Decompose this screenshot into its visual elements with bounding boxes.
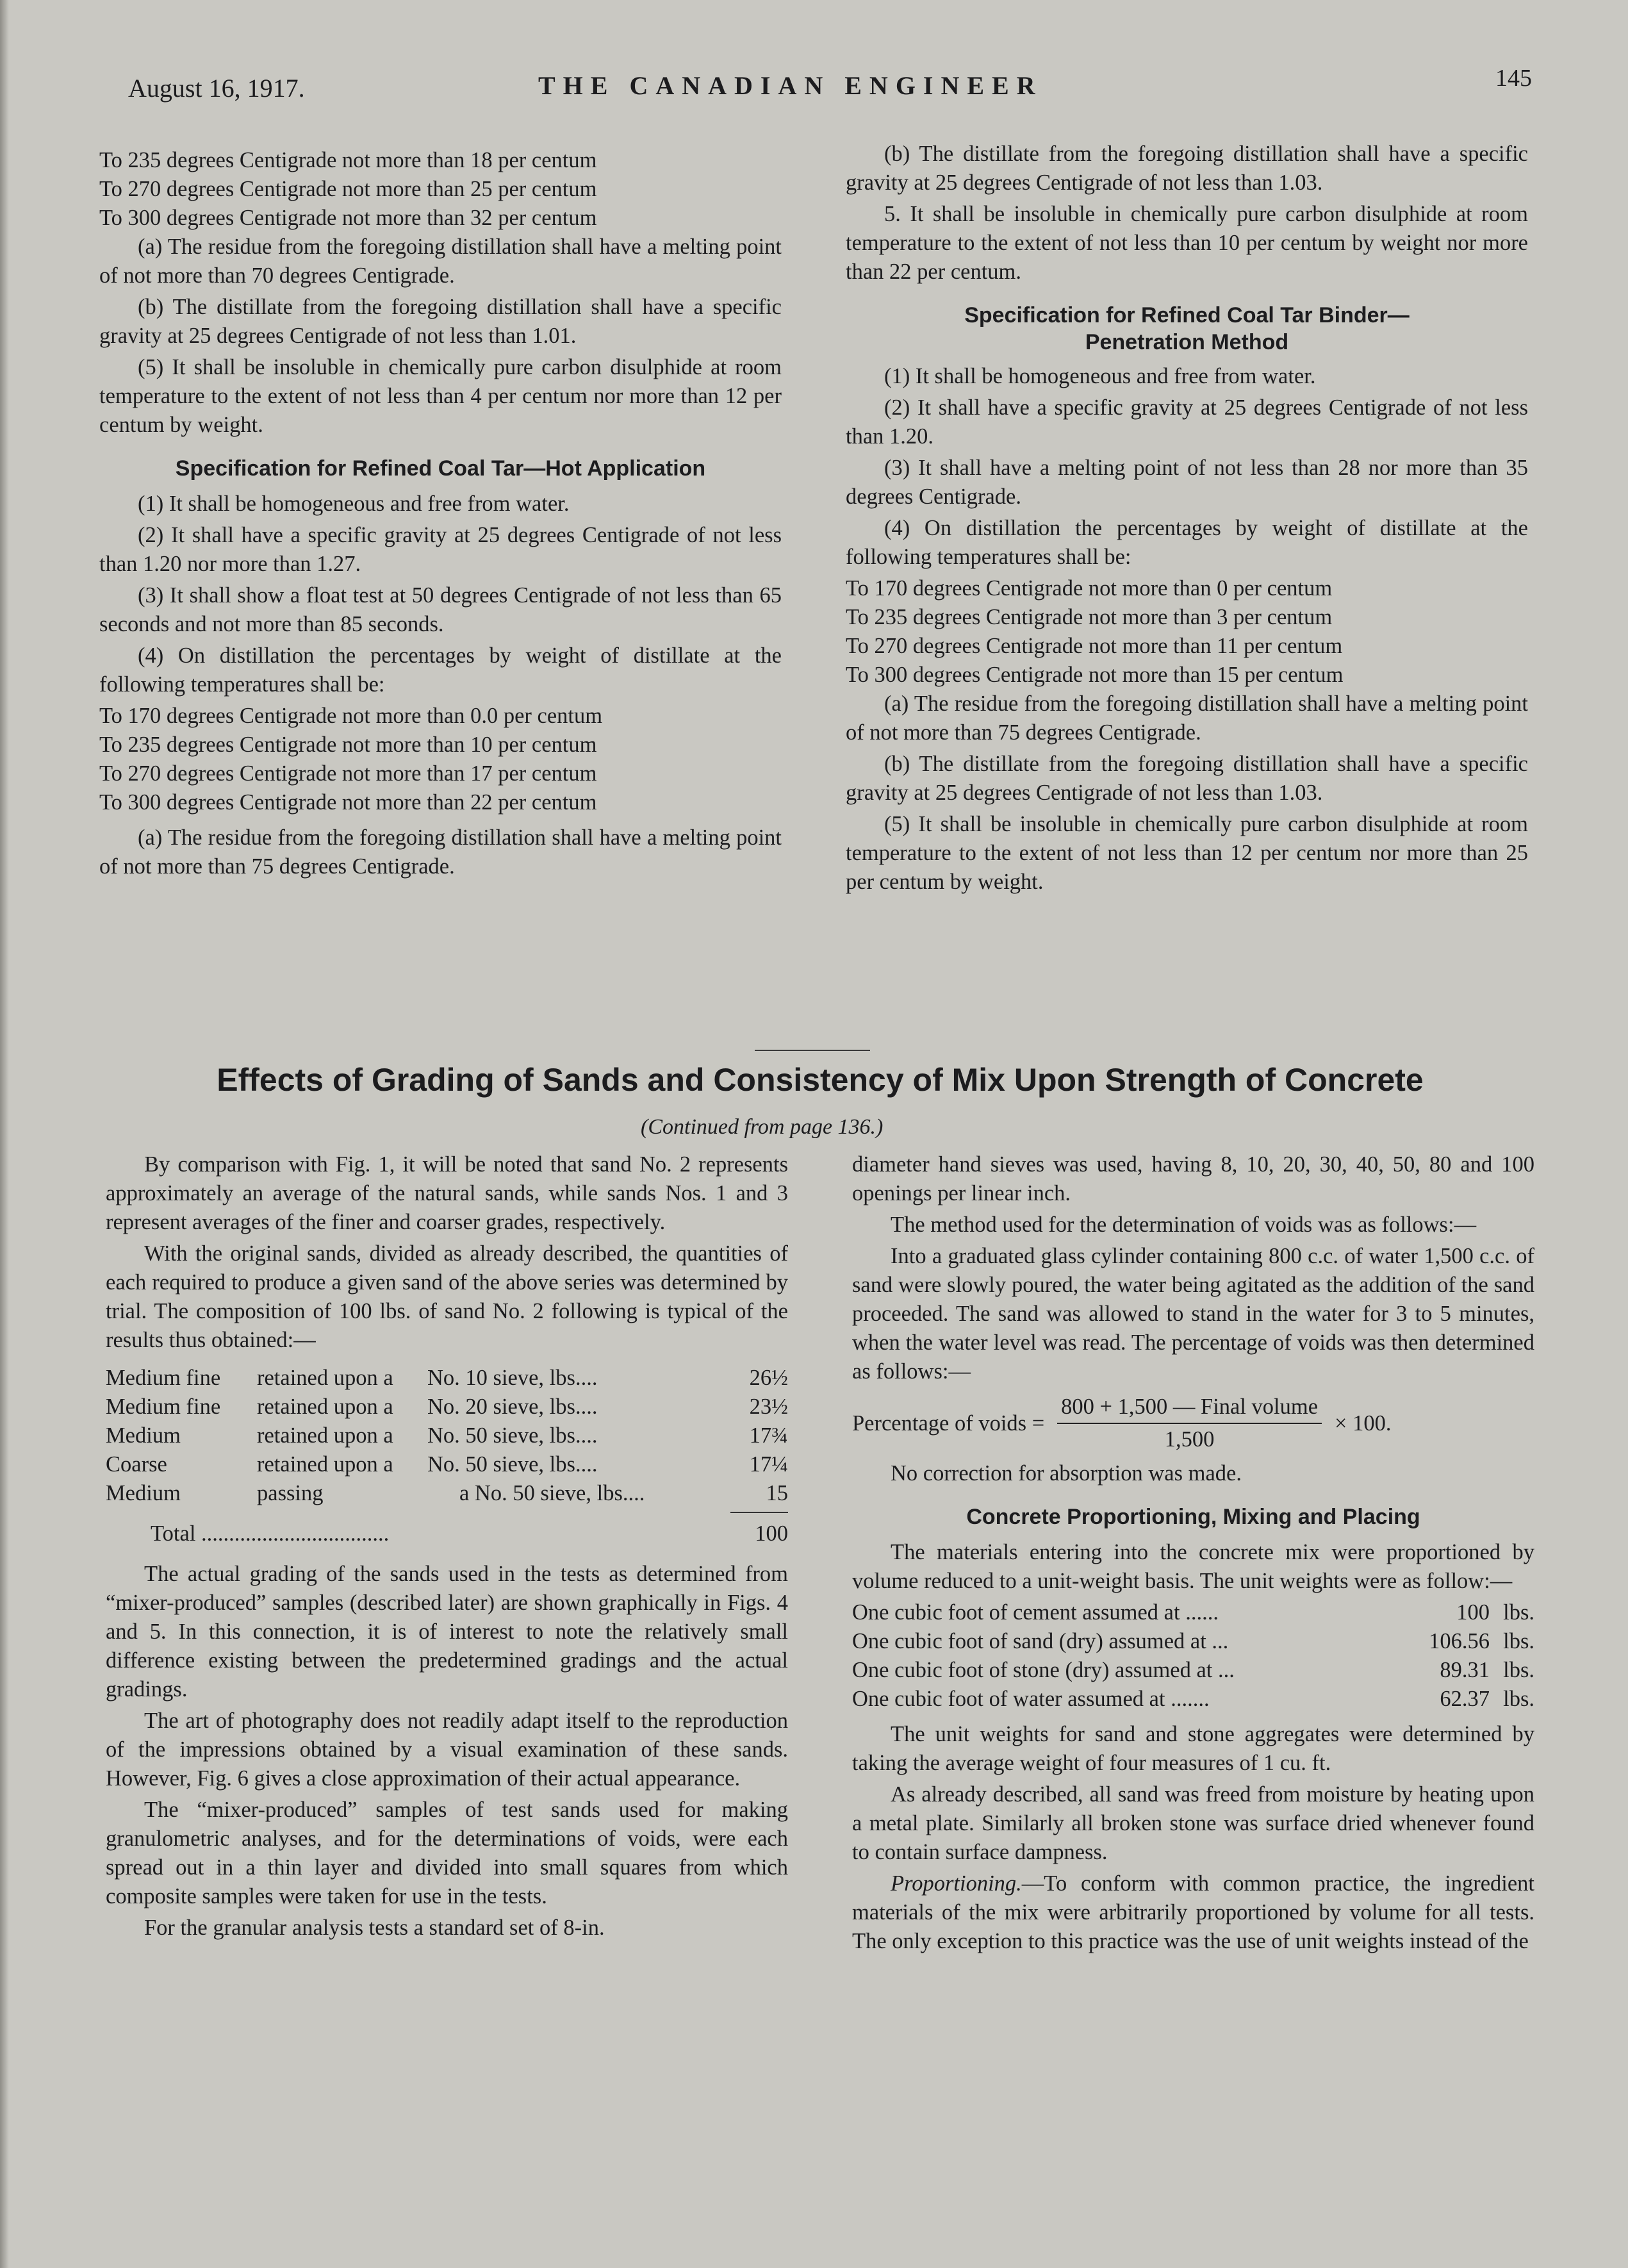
table-cell: passing [257, 1481, 324, 1505]
right-column-top [846, 140, 1528, 899]
paragraph: (2) It shall have a specific gravity at 25 degrees Centigrade of not less than 1.20. [846, 395, 1528, 449]
table-cell: a No. 50 sieve, lbs.... [459, 1481, 645, 1505]
weight-value: 89.31 [1440, 1658, 1490, 1682]
table-cell: Medium fine [106, 1395, 221, 1419]
page-header [128, 64, 1532, 115]
paragraph: As already described, all sand was freed from moisture by heating upon a metal plate. Similarly all broken stone was surface dried whenever found to contain surface dampness. [852, 1782, 1534, 1864]
temp-line: To 235 degrees Centigrade not more than 18 per centum [99, 148, 597, 172]
section-divider [755, 1050, 870, 1051]
weight-unit: lbs. [1503, 1658, 1534, 1682]
paragraph: (1) It shall be homogeneous and free from water. [138, 492, 570, 516]
paragraph: No correction for absorption was made. [891, 1461, 1242, 1486]
total-label: Total .................................. [151, 1521, 390, 1546]
temp-line: To 300 degrees Centigrade not more than 22 per centum [99, 790, 597, 815]
formula-numerator: 800 + 1,500 — Final volume [1057, 1393, 1322, 1424]
paragraph: The art of photography does not readily adapt itself to the reproduction of the impressions obtained by a visual examination of these sands. However, Fig. 6 gives a close approximation of their actual appearance. [106, 1709, 788, 1791]
table-cell: No. 20 sieve, lbs.... [427, 1395, 598, 1419]
section-heading [846, 302, 1528, 356]
paragraph: (a) The residue from the foregoing distillation shall have a melting point of not more than 75 degrees Centigrade. [99, 825, 782, 879]
paragraph: (a) The residue from the foregoing distillation shall have a melting point of not more than 75 degrees Centigrade. [846, 691, 1528, 745]
table-cell: No. 10 sieve, lbs.... [427, 1366, 598, 1390]
table-cell: No. 50 sieve, lbs.... [427, 1452, 598, 1477]
paragraph: The method used for the determination of voids was as follows:— [891, 1213, 1477, 1237]
paragraph: (4) On distillation the percentages by weight of distillate at the following temperatures shall be: [846, 516, 1528, 569]
weight-value: 106.56 [1429, 1629, 1490, 1653]
page-edge-shadow [0, 0, 9, 2268]
right-column-bottom [852, 1150, 1534, 1958]
weight-label: One cubic foot of water assumed at ....... [852, 1687, 1210, 1711]
table-value: 23½ [749, 1395, 788, 1419]
weight-unit: lbs. [1503, 1629, 1534, 1653]
table-value: 15 [766, 1481, 788, 1505]
temp-line: To 170 degrees Centigrade not more than 0 per centum [846, 576, 1333, 600]
paragraph: (1) It shall be homogeneous and free from water. [884, 364, 1316, 388]
paragraph: (b) The distillate from the foregoing distillation shall have a specific gravity at 25 degrees Centigrade of not less than 1.03. [846, 752, 1528, 805]
paragraph: (2) It shall have a specific gravity at 25 degrees Centigrade of not less than 1.20 nor more than 1.27. [99, 523, 782, 576]
paragraph: The materials entering into the concrete mix were proportioned by volume reduced to a unit-weight basis. The unit weights were as follow:— [852, 1540, 1534, 1593]
formula-fraction [1057, 1393, 1322, 1454]
paragraph: The actual grading of the sands used in the tests as determined from “mixer-produced” samples (described later) are shown graphically in Figs. 4 and 5. In this connection, it is of interest to note the relatively small difference existing between the predetermined gradings and the actual gradings. [106, 1562, 788, 1701]
paragraph: (5) It shall be insoluble in chemically pure carbon disulphide at room temperature to the extent of not less than 4 per centum nor more than 12 per centum by weight. [99, 355, 782, 437]
temp-line: To 300 degrees Centigrade not more than 15 per centum [846, 663, 1344, 687]
weight-value: 62.37 [1440, 1687, 1490, 1711]
paragraph: diameter hand sieves was used, having 8, 10, 20, 30, 40, 50, 80 and 100 openings per linear inch. [852, 1152, 1534, 1205]
temp-line: To 235 degrees Centigrade not more than 3 per centum [846, 605, 1333, 629]
table-cell: retained upon a [257, 1452, 393, 1477]
temp-line: To 300 degrees Centigrade not more than 32 per centum [99, 206, 597, 230]
table-cell: Medium fine [106, 1366, 221, 1390]
weight-unit: lbs. [1503, 1600, 1534, 1625]
paragraph: (5) It shall be insoluble in chemically pure carbon disulphide at room temperature to the extent of not less than 12 per centum nor more than 25 per centum by weight. [846, 812, 1528, 894]
left-column-top [99, 146, 782, 884]
sand-composition-table [106, 1364, 788, 1508]
table-value: 26½ [749, 1366, 788, 1390]
section-heading-line: Penetration Method [1085, 330, 1289, 354]
paragraph: The “mixer-produced” samples of test sands used for making granulometric analyses, and for the determinations of voids, were each spread out in a thin layer and divided into small squares from which composite samples were taken for use in the tests. [106, 1798, 788, 1908]
paragraph [852, 1869, 1534, 1956]
run-in-heading: Proportioning. [891, 1871, 1022, 1896]
total-rule [730, 1512, 788, 1513]
paragraph: With the original sands, divided as already described, the quantities of each required to produce a given sand of the above series was determined by trial. The composition of 100 lbs. of sand No. 2 following is typical of the results thus obtained:— [106, 1241, 788, 1352]
formula-denominator: 1,500 [1164, 1427, 1215, 1452]
unit-weights-table [852, 1598, 1534, 1714]
section-heading: Concrete Proportioning, Mixing and Placing [966, 1505, 1420, 1529]
paragraph: By comparison with Fig. 1, it will be noted that sand No. 2 represents approximately an average of the natural sands, while sands Nos. 1 and 3 represent averages of the finer and coarser grades, respectively. [106, 1152, 788, 1234]
section-heading: Specification for Refined Coal Tar—Hot Application [175, 456, 706, 481]
paragraph: (b) The distillate from the foregoing distillation shall have a specific gravity at 25 degrees Centigrade of not less than 1.01. [99, 295, 782, 348]
weight-label: One cubic foot of sand (dry) assumed at ... [852, 1629, 1229, 1653]
paragraph: (4) On distillation the percentages by weight of distillate at the following temperatures shall be: [99, 643, 782, 697]
paragraph: (a) The residue from the foregoing distillation shall have a melting point of not more than 70 degrees Centigrade. [99, 235, 782, 288]
table-value: 17¼ [749, 1452, 788, 1477]
paragraph: (b) The distillate from the foregoing distillation shall have a specific gravity at 25 degrees Centigrade of not less than 1.03. [846, 142, 1528, 195]
table-cell: Medium [106, 1423, 181, 1448]
paragraph: The unit weights for sand and stone aggregates were determined by taking the average weight of four measures of 1 cu. ft. [852, 1722, 1534, 1775]
weight-value: 100 [1456, 1600, 1490, 1625]
table-cell: retained upon a [257, 1366, 393, 1390]
temp-line: To 270 degrees Centigrade not more than 25 per centum [99, 177, 597, 201]
table-cell: retained upon a [257, 1423, 393, 1448]
page-number: 145 [1495, 65, 1532, 92]
continued-note: (Continued from page 136.) [641, 1115, 884, 1139]
paragraph: For the granular analysis tests a standard set of 8-in. [144, 1916, 605, 1940]
paragraph: 5. It shall be insoluble in chemically pure carbon disulphide at room temperature to the extent of not less than 10 per centum by weight nor more than 22 per centum. [846, 202, 1528, 284]
left-column-bottom [106, 1150, 788, 1945]
weight-unit: lbs. [1503, 1687, 1534, 1711]
formula-multiplier: × 100. [1335, 1411, 1392, 1436]
issue-date: August 16, 1917. [128, 74, 305, 103]
temp-line: To 170 degrees Centigrade not more than 0.0 per centum [99, 704, 603, 728]
voids-formula [852, 1393, 1534, 1454]
paragraph: (3) It shall show a float test at 50 degrees Centigrade of not less than 65 seconds and not more than 85 seconds. [99, 583, 782, 636]
table-value: 17¾ [749, 1423, 788, 1448]
total-row [151, 1519, 788, 1548]
paragraph: (3) It shall have a melting point of not less than 28 nor more than 35 degrees Centigrade. [846, 456, 1528, 509]
journal-title: THE CANADIAN ENGINEER [538, 71, 1043, 100]
formula-label: Percentage of voids = [852, 1411, 1045, 1436]
weight-label: One cubic foot of cement assumed at ...... [852, 1600, 1219, 1625]
section-heading-line: Specification for Refined Coal Tar Binder— [964, 303, 1410, 327]
temp-line: To 270 degrees Centigrade not more than 17 per centum [99, 761, 597, 786]
weight-label: One cubic foot of stone (dry) assumed at ... [852, 1658, 1235, 1682]
temp-line: To 270 degrees Centigrade not more than 11 per centum [846, 634, 1343, 658]
paragraph-text: —To conform with common practice, the ingredient materials of the mix were arbitrarily proportioned by volume for all tests. The only exception to this practice was the use of unit weights instead of the [852, 1871, 1534, 1953]
paragraph: Into a graduated glass cylinder containing 800 c.c. of water 1,500 c.c. of sand were slowly poured, the water being agitated as the addition of the sand proceeded. The sand was allowed to stand in the water for 3 to 5 minutes, when the water level was read. The percentage of voids was then determined as follows:— [852, 1244, 1534, 1384]
total-value: 100 [755, 1521, 788, 1546]
table-cell: Medium [106, 1481, 181, 1505]
table-cell: No. 50 sieve, lbs.... [427, 1423, 598, 1448]
temp-line: To 235 degrees Centigrade not more than 10 per centum [99, 733, 597, 757]
article-title: Effects of Grading of Sands and Consistency of Mix Upon Strength of Concrete [217, 1062, 1424, 1098]
table-cell: retained upon a [257, 1395, 393, 1419]
table-cell: Coarse [106, 1452, 167, 1477]
